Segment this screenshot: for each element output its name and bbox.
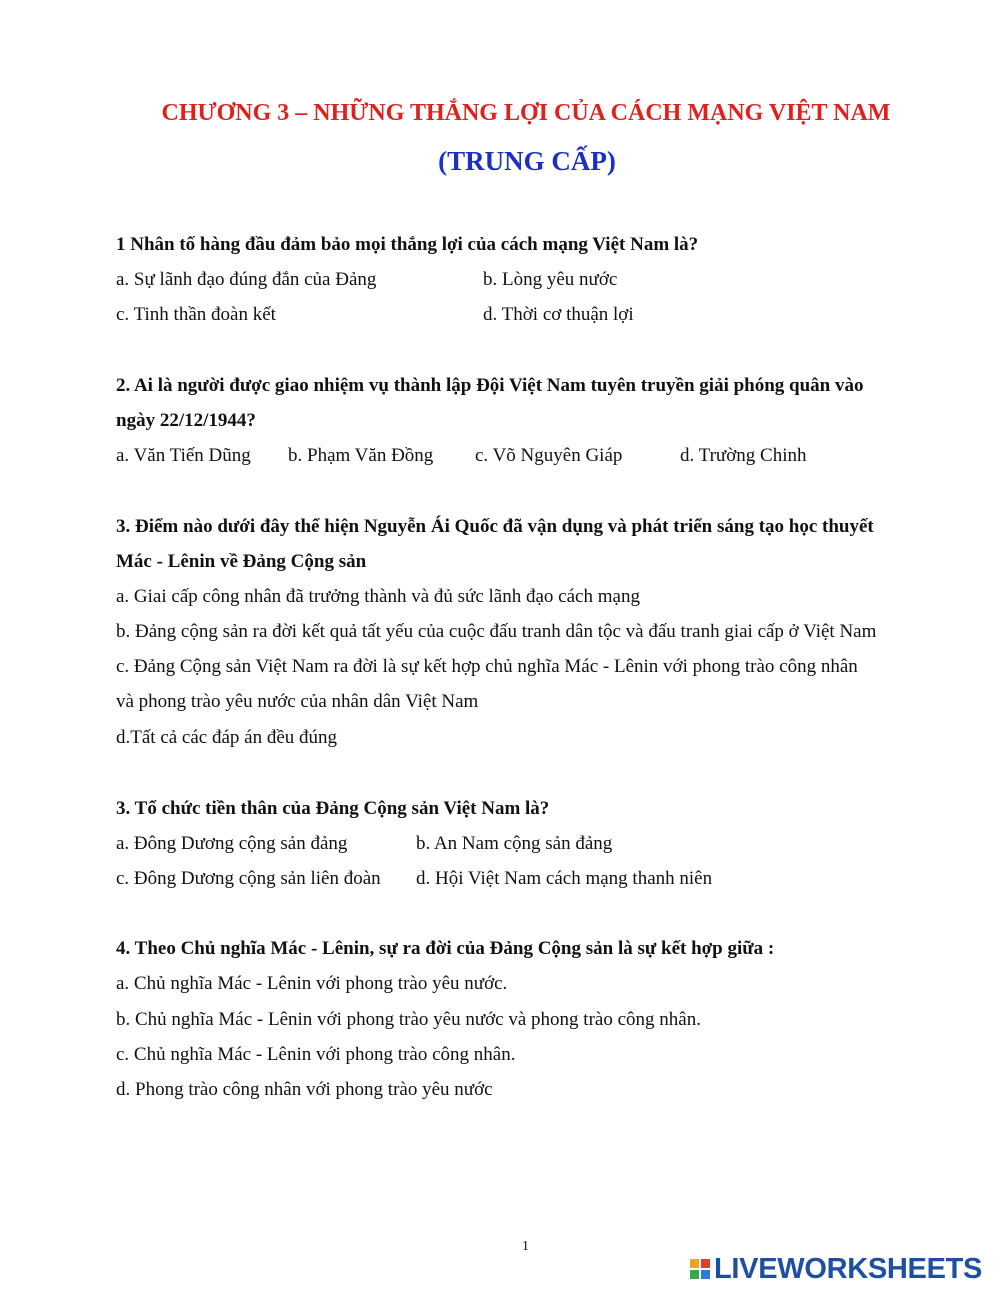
question-2-option-b[interactable]: b. Phạm Văn Đồng bbox=[288, 445, 434, 466]
brand-name: LIVEWORKSHEETS bbox=[714, 1252, 983, 1285]
question-1-option-b[interactable]: b. Lòng yêu nước bbox=[483, 269, 618, 290]
question-3-text-line2: Mác - Lênin về Đảng Cộng sản bbox=[116, 551, 367, 572]
question-3-option-c-line2[interactable]: và phong trào yêu nước của nhân dân Việt Nam bbox=[116, 691, 479, 712]
question-4-option-d[interactable]: d. Hội Việt Nam cách mạng thanh niên bbox=[416, 868, 713, 889]
question-2-text-line1: 2. Ai là người được giao nhiệm vụ thành lập Đội Việt Nam tuyên truyền giải phóng quân vào bbox=[116, 375, 864, 396]
question-2-option-a[interactable]: a. Văn Tiến Dũng bbox=[116, 445, 251, 466]
question-5-option-b[interactable]: b. Chủ nghĩa Mác - Lênin với phong trào yêu nước và phong trào công nhân. bbox=[116, 1009, 701, 1030]
chapter-title: CHƯƠNG 3 – NHỮNG THẮNG LỢI CỦA CÁCH MẠNG VIỆT NAM bbox=[161, 100, 891, 126]
question-3-option-b[interactable]: b. Đảng cộng sản ra đời kết quả tất yếu của cuộc đấu tranh dân tộc và đấu tranh giai cấp ở Việt Nam bbox=[116, 621, 877, 642]
question-2-option-d[interactable]: d. Trường Chinh bbox=[680, 445, 807, 466]
question-3-option-a[interactable]: a. Giai cấp công nhân đã trưởng thành và đủ sức lãnh đạo cách mạng bbox=[116, 586, 640, 607]
question-1-text: 1 Nhân tố hàng đầu đảm bảo mọi thắng lợi của cách mạng Việt Nam là? bbox=[116, 234, 699, 255]
page-number: 1 bbox=[522, 1239, 529, 1254]
question-4-option-c[interactable]: c. Đông Dương cộng sản liên đoàn bbox=[116, 868, 381, 889]
question-4-text: 3. Tổ chức tiền thân của Đảng Cộng sản Việt Nam là? bbox=[116, 798, 550, 819]
question-1-option-c[interactable]: c. Tinh thần đoàn kết bbox=[116, 304, 276, 325]
question-4-option-a[interactable]: a. Đông Dương cộng sản đảng bbox=[116, 833, 348, 854]
question-3-text-line1: 3. Điểm nào dưới đây thể hiện Nguyễn Ái Quốc đã vận dụng và phát triển sáng tạo học thuyết bbox=[116, 516, 874, 537]
icon-square-1 bbox=[690, 1259, 699, 1268]
question-2-option-c[interactable]: c. Võ Nguyên Giáp bbox=[475, 445, 623, 466]
question-3-option-c-line1[interactable]: c. Đảng Cộng sản Việt Nam ra đời là sự kết hợp chủ nghĩa Mác - Lênin với phong trào công nhân bbox=[116, 656, 858, 677]
question-5-option-d[interactable]: d. Phong trào công nhân với phong trào yêu nước bbox=[116, 1079, 493, 1100]
question-4-option-b[interactable]: b. An Nam cộng sản đảng bbox=[416, 833, 613, 854]
question-5-option-c[interactable]: c. Chủ nghĩa Mác - Lênin với phong trào công nhân. bbox=[116, 1044, 516, 1065]
question-1-option-a[interactable]: a. Sự lãnh đạo đúng đắn của Đảng bbox=[116, 269, 377, 290]
liveworksheets-icon bbox=[690, 1259, 710, 1279]
icon-square-2 bbox=[701, 1259, 710, 1268]
question-3-option-d[interactable]: d.Tất cả các đáp án đều đúng bbox=[116, 727, 338, 748]
question-1-option-d[interactable]: d. Thời cơ thuận lợi bbox=[483, 304, 634, 325]
icon-square-4 bbox=[701, 1270, 710, 1279]
question-2-text-line2: ngày 22/12/1944? bbox=[116, 410, 256, 431]
chapter-subtitle: (TRUNG CẤP) bbox=[438, 146, 616, 176]
question-5-text: 4. Theo Chủ nghĩa Mác - Lênin, sự ra đời của Đảng Cộng sản là sự kết hợp giữa : bbox=[116, 938, 775, 959]
question-5-option-a[interactable]: a. Chủ nghĩa Mác - Lênin với phong trào yêu nước. bbox=[116, 973, 508, 994]
liveworksheets-logo[interactable] bbox=[690, 1252, 982, 1286]
icon-square-3 bbox=[690, 1270, 699, 1279]
